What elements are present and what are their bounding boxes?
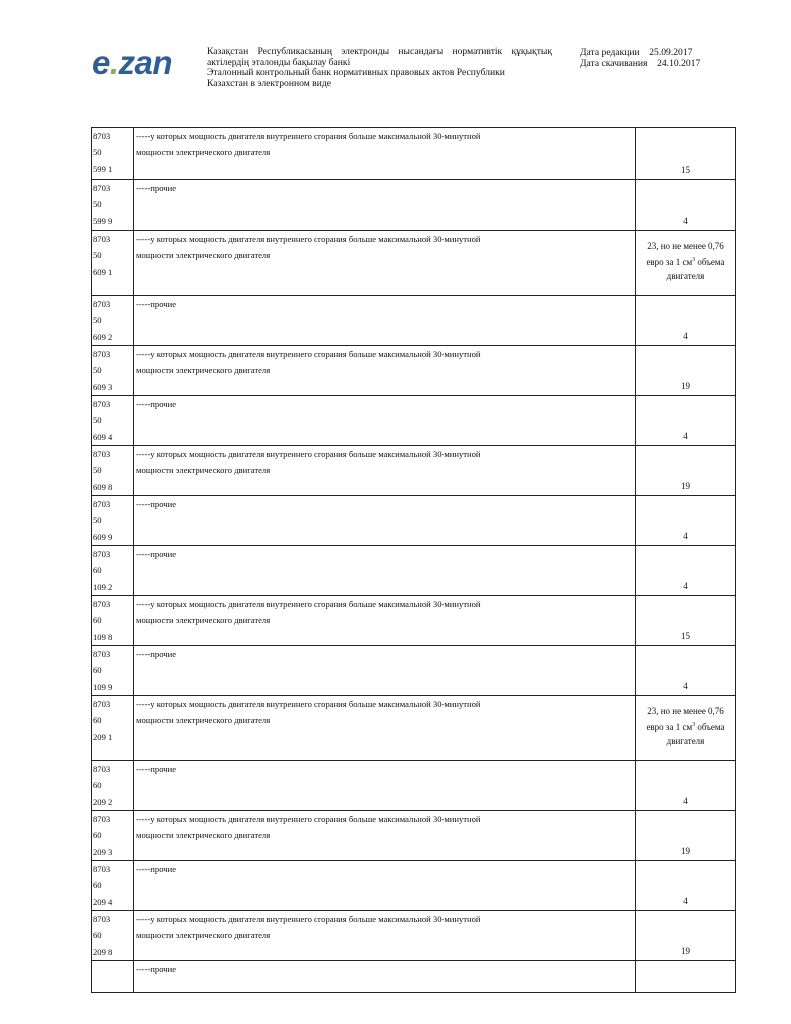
table-row bbox=[92, 961, 736, 993]
description-text: -----у которых мощность двигателя внутреннего сгорания больше максимальной 30-минутной bbox=[136, 914, 481, 924]
description-text-continued: мощности электрического двигателя bbox=[136, 147, 271, 158]
duty-rate-cell bbox=[636, 596, 736, 646]
duty-rate-value bbox=[636, 991, 735, 992]
tnved-code-part: 609 2 bbox=[93, 331, 113, 342]
duty-rate-value bbox=[636, 704, 735, 748]
description-cell bbox=[134, 811, 636, 861]
tnved-code-part: 60 bbox=[93, 715, 102, 726]
tnved-code-cell bbox=[92, 546, 134, 596]
description-text: -----у которых мощность двигателя внутреннего сгорания больше максимальной 30-минутной bbox=[136, 131, 481, 141]
tnved-code-part: 209 2 bbox=[93, 796, 113, 807]
description-text: -----у которых мощность двигателя внутреннего сгорания больше максимальной 30-минутной bbox=[136, 449, 481, 459]
duty-rate-cell bbox=[636, 180, 736, 231]
description-text: -----у которых мощность двигателя внутреннего сгорания больше максимальной 30-минутной bbox=[136, 234, 481, 244]
duty-rate-value: 4 bbox=[683, 580, 688, 591]
tnved-code-part: 8703 bbox=[93, 234, 111, 244]
description-text-continued: мощности электрического двигателя bbox=[136, 465, 271, 476]
duty-rate-value: 19 bbox=[681, 380, 690, 391]
table-row bbox=[92, 911, 736, 961]
description-cell bbox=[134, 911, 636, 961]
duty-rate-text: 23, но не менее 0,76 евро за 1 см bbox=[646, 241, 724, 267]
download-date-row bbox=[580, 58, 700, 69]
description-text: -----прочие bbox=[136, 649, 177, 659]
description-text: -----у которых мощность двигателя внутреннего сгорания больше максимальной 30-минутной bbox=[136, 814, 481, 824]
tnved-code-part: 50 bbox=[93, 250, 102, 261]
logo-suffix: zan bbox=[118, 44, 173, 81]
duty-rate-cell bbox=[636, 128, 736, 180]
table-row bbox=[92, 696, 736, 761]
description-text: -----у которых мощность двигателя внутреннего сгорания больше максимальной 30-минутной bbox=[136, 349, 481, 359]
duty-rate-cell bbox=[636, 296, 736, 346]
tnved-code-part: 609 1 bbox=[93, 266, 113, 277]
tnved-code-cell bbox=[92, 861, 134, 911]
tnved-code-cell bbox=[92, 596, 134, 646]
description-text: -----прочие bbox=[136, 399, 177, 409]
tnved-code-part: 50 bbox=[93, 199, 102, 210]
tnved-code-part: 60 bbox=[93, 830, 102, 841]
header-title-line3: Эталонный контрольный банк нормативных правовых актов Республики bbox=[207, 67, 505, 78]
duty-rate-cell bbox=[636, 396, 736, 446]
duty-rate-value: 4 bbox=[683, 895, 688, 906]
description-cell bbox=[134, 446, 636, 496]
tnved-code-part: 109 2 bbox=[93, 581, 113, 592]
tnved-code-part: 50 bbox=[93, 465, 102, 476]
tnved-code-cell bbox=[92, 346, 134, 396]
duty-rate-text: 23, но не менее 0,76 евро за 1 см bbox=[646, 706, 724, 732]
duty-rate-value bbox=[636, 239, 735, 283]
cubic-superscript: 3 bbox=[692, 722, 696, 728]
duty-rate-cell bbox=[636, 861, 736, 911]
duty-rate-cell bbox=[636, 761, 736, 811]
description-text-continued: мощности электрического двигателя bbox=[136, 830, 271, 841]
download-label: Дата скачивания bbox=[580, 58, 648, 69]
page-header bbox=[0, 0, 791, 110]
description-text: -----прочие bbox=[136, 549, 177, 559]
tnved-code-part: 50 bbox=[93, 365, 102, 376]
tnved-code-cell bbox=[92, 761, 134, 811]
tnved-code-part: 60 bbox=[93, 930, 102, 941]
tnved-code-part: 60 bbox=[93, 665, 102, 676]
description-cell bbox=[134, 180, 636, 231]
tnved-code-part: 209 1 bbox=[93, 731, 113, 742]
description-cell bbox=[134, 231, 636, 296]
tnved-code-part: 8703 bbox=[93, 449, 111, 459]
tnved-code-cell bbox=[92, 961, 134, 993]
description-cell bbox=[134, 761, 636, 811]
header-title-line2: актілердің эталонды бақылау банкі bbox=[207, 56, 351, 68]
edition-label: Дата редакции bbox=[580, 47, 640, 58]
description-text: -----прочие bbox=[136, 299, 177, 309]
table-row bbox=[92, 761, 736, 811]
description-cell bbox=[134, 396, 636, 446]
tnved-code-cell bbox=[92, 646, 134, 696]
duty-rate-text-end: объема двигателя bbox=[666, 257, 725, 281]
tnved-code-part: 109 9 bbox=[93, 681, 113, 692]
logo-dot: . bbox=[109, 44, 119, 81]
description-cell bbox=[134, 646, 636, 696]
description-text: -----прочие bbox=[136, 499, 177, 509]
duty-rate-value: 4 bbox=[683, 680, 688, 691]
tnved-code-part: 8703 bbox=[93, 864, 111, 874]
tnved-code-part: 109 8 bbox=[93, 631, 113, 642]
description-text-continued: мощности электрического двигателя bbox=[136, 615, 271, 626]
tnved-code-part: 8703 bbox=[93, 914, 111, 924]
tnved-code-cell bbox=[92, 811, 134, 861]
cubic-superscript: 3 bbox=[692, 257, 696, 263]
table-row bbox=[92, 396, 736, 446]
tnved-code-part: 8703 bbox=[93, 131, 111, 141]
tnved-code-part: 8703 bbox=[93, 764, 111, 774]
tnved-code-cell bbox=[92, 128, 134, 180]
description-cell bbox=[134, 546, 636, 596]
edition-date-row bbox=[580, 47, 700, 58]
table-row bbox=[92, 546, 736, 596]
tnved-code-part: 8703 bbox=[93, 699, 111, 709]
tnved-code-cell bbox=[92, 696, 134, 761]
tnved-code-part: 609 9 bbox=[93, 531, 113, 542]
description-cell bbox=[134, 128, 636, 180]
tnved-code-part: 209 8 bbox=[93, 946, 113, 957]
edition-date: 25.09.2017 bbox=[649, 47, 693, 58]
table-row bbox=[92, 180, 736, 231]
description-text-continued: мощности электрического двигателя bbox=[136, 930, 271, 941]
tnved-code-part: 599 1 bbox=[93, 163, 113, 174]
table-row bbox=[92, 496, 736, 546]
tnved-code-cell bbox=[92, 396, 134, 446]
tnved-code-part: 209 4 bbox=[93, 896, 113, 907]
description-cell bbox=[134, 961, 636, 993]
header-title-line1: Казақстан Республикасының электронды нысандағы нормативтік құқықтық bbox=[207, 46, 552, 57]
tnved-code-part: 609 8 bbox=[93, 481, 113, 492]
table-row bbox=[92, 446, 736, 496]
tnved-code-cell bbox=[92, 180, 134, 231]
description-text-continued: мощности электрического двигателя bbox=[136, 365, 271, 376]
duty-rate-cell bbox=[636, 811, 736, 861]
tnved-code-part: 60 bbox=[93, 880, 102, 891]
tnved-code-part: 8703 bbox=[93, 814, 111, 824]
duty-rate-cell bbox=[636, 231, 736, 296]
header-dates bbox=[580, 47, 700, 69]
tnved-code-part: 8703 bbox=[93, 183, 111, 193]
description-text-continued: мощности электрического двигателя bbox=[136, 715, 271, 726]
tnved-code-part: 50 bbox=[93, 515, 102, 526]
duty-rate-value: 4 bbox=[683, 795, 688, 806]
duty-rate-cell bbox=[636, 911, 736, 961]
description-cell bbox=[134, 496, 636, 546]
tnved-code-part: 609 4 bbox=[93, 431, 113, 442]
duty-rate-value: 19 bbox=[681, 945, 690, 956]
tnved-code-part: 8703 bbox=[93, 499, 111, 509]
duty-rate-cell bbox=[636, 346, 736, 396]
table-row bbox=[92, 346, 736, 396]
table-row bbox=[92, 811, 736, 861]
duty-rate-cell bbox=[636, 446, 736, 496]
description-cell bbox=[134, 296, 636, 346]
duty-rate-value: 19 bbox=[681, 480, 690, 491]
description-text: -----прочие bbox=[136, 183, 177, 193]
tnved-code-part: 8703 bbox=[93, 299, 111, 309]
duty-rate-value: 15 bbox=[681, 630, 690, 641]
table-row bbox=[92, 128, 736, 180]
duty-rate-value: 4 bbox=[683, 215, 688, 226]
table-row bbox=[92, 646, 736, 696]
tnved-code-cell bbox=[92, 296, 134, 346]
description-text-continued: мощности электрического двигателя bbox=[136, 250, 271, 261]
table-row bbox=[92, 231, 736, 296]
duty-rate-cell bbox=[636, 646, 736, 696]
duty-rate-value: 19 bbox=[681, 845, 690, 856]
description-text: -----прочие bbox=[136, 964, 177, 974]
tnved-code-part: 8703 bbox=[93, 349, 111, 359]
table-row bbox=[92, 861, 736, 911]
description-text: -----прочие bbox=[136, 864, 177, 874]
tariff-table bbox=[91, 127, 736, 993]
tnved-code-part: 8703 bbox=[93, 649, 111, 659]
tnved-code-part: 8703 bbox=[93, 599, 111, 609]
tnved-code-part: 60 bbox=[93, 780, 102, 791]
duty-rate-value: 15 bbox=[681, 164, 690, 175]
tnved-code-cell bbox=[92, 231, 134, 296]
header-title-line4: Казахстан в электронном виде bbox=[207, 77, 331, 89]
tnved-code-part: 8703 bbox=[93, 399, 111, 409]
duty-rate-cell bbox=[636, 961, 736, 993]
duty-rate-value: 4 bbox=[683, 330, 688, 341]
duty-rate-cell bbox=[636, 696, 736, 761]
tnved-code-part: 50 bbox=[93, 147, 102, 158]
tnved-code-part: 50 bbox=[93, 415, 102, 426]
duty-rate-value: 4 bbox=[683, 430, 688, 441]
description-text: -----у которых мощность двигателя внутреннего сгорания больше максимальной 30-минутной bbox=[136, 699, 481, 709]
table-row bbox=[92, 596, 736, 646]
tnved-code-part: 60 bbox=[93, 615, 102, 626]
duty-rate-cell bbox=[636, 496, 736, 546]
tnved-code-part: 50 bbox=[93, 315, 102, 326]
duty-rate-value: 4 bbox=[683, 530, 688, 541]
tnved-code-part: 8703 bbox=[93, 549, 111, 559]
tnved-code-part: 209 3 bbox=[93, 846, 113, 857]
description-text: -----у которых мощность двигателя внутреннего сгорания больше максимальной 30-минутной bbox=[136, 599, 481, 609]
tnved-code-part: 609 3 bbox=[93, 381, 113, 392]
download-date: 24.10.2017 bbox=[657, 58, 701, 69]
duty-rate-text-end: объема двигателя bbox=[666, 722, 725, 746]
tnved-code-cell bbox=[92, 446, 134, 496]
tnved-code-cell bbox=[92, 911, 134, 961]
description-cell bbox=[134, 696, 636, 761]
tnved-code-part: 60 bbox=[93, 565, 102, 576]
description-text: -----прочие bbox=[136, 764, 177, 774]
duty-rate-cell bbox=[636, 546, 736, 596]
table-row bbox=[92, 296, 736, 346]
logo-prefix: e bbox=[92, 44, 110, 81]
ezan-logo bbox=[92, 44, 172, 82]
description-cell bbox=[134, 861, 636, 911]
tnved-code-part: 599 9 bbox=[93, 215, 113, 226]
header-title bbox=[207, 47, 552, 89]
tnved-code-cell bbox=[92, 496, 134, 546]
description-cell bbox=[134, 346, 636, 396]
description-cell bbox=[134, 596, 636, 646]
